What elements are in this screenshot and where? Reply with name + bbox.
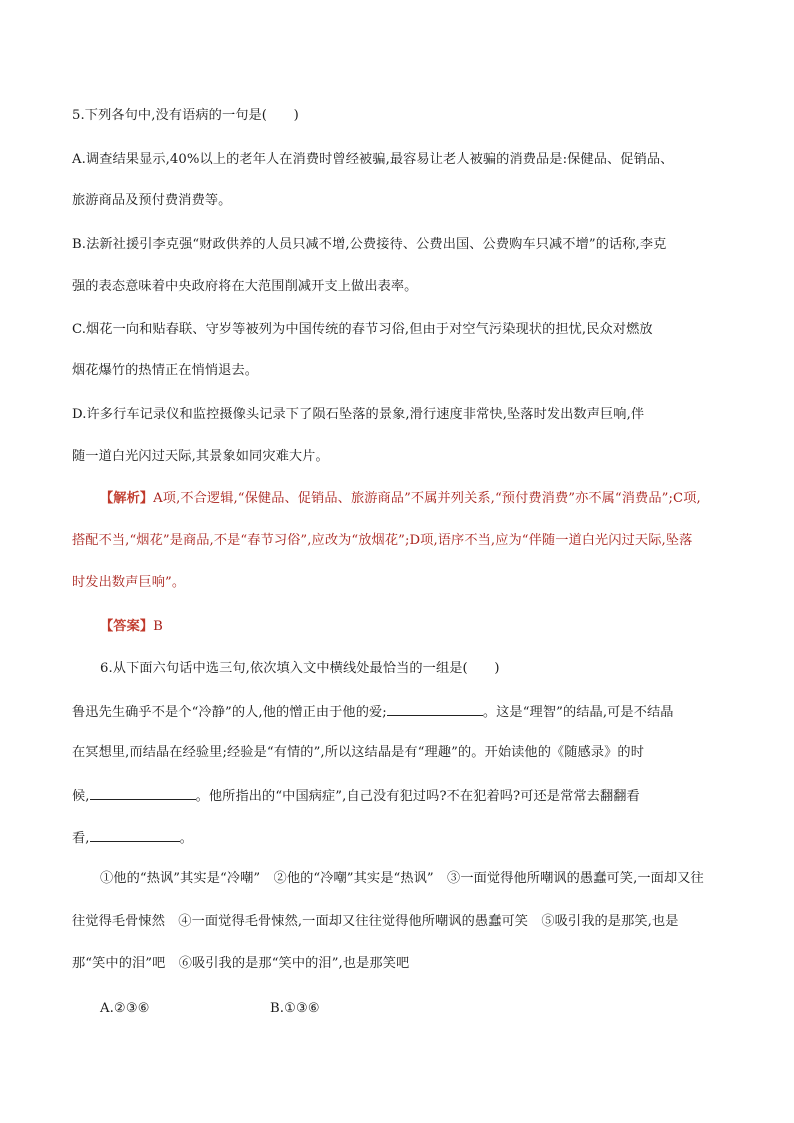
fill-blank-2 bbox=[90, 786, 196, 800]
option-d-line-1: D.许多行车记录仪和监控摄像头记录下了陨石坠落的景象,滑行速度非常快,坠落时发出数声巨响,伴 bbox=[72, 407, 645, 422]
passage-line-4 bbox=[72, 828, 193, 848]
option-c-line-2: 烟花爆竹的热情正在悄悄退去。 bbox=[72, 363, 259, 378]
option-b-line-1: B.法新社援引李克强“财政供养的人员只减不增,公费接待、公费出国、公费购车只减不增”的话称,李克 bbox=[72, 237, 667, 252]
analysis-line-1 bbox=[100, 490, 701, 508]
answer-line bbox=[100, 618, 163, 636]
passage-text-3a: 候, bbox=[72, 789, 90, 804]
sentences-line-3: 那“笑中的泪”吧 ⑥吸引我的是那“笑中的泪”,也是那笑吧 bbox=[72, 956, 410, 971]
option-d-line-2: 随一道白光闪过天际,其景象如同灾难大片。 bbox=[72, 449, 329, 464]
analysis-line-2: 搭配不当,“烟花”是商品,不是“春节习俗”,应改为“放烟花”;D项,语序不当,应为“伴随一道白光闪过天际,坠落 bbox=[72, 533, 693, 548]
analysis-tag: 【解析】 bbox=[100, 491, 154, 506]
analysis-text-1: A项,不合逻辑,“保健品、促销品、旅游商品”不属并列关系,“预付费消费”亦不属“消费品”;C项, bbox=[153, 491, 701, 506]
answer-tag: 【答案】 bbox=[100, 619, 154, 634]
passage-text-4a: 看, bbox=[72, 831, 90, 846]
option-b-line-2: 强的表态意味着中央政府将在大范围削减开支上做出表率。 bbox=[72, 279, 418, 294]
answer-value: B bbox=[153, 619, 163, 634]
passage-text-1b: 。这是“理智”的结晶,可是不结晶 bbox=[482, 705, 674, 720]
passage-text-1a: 鲁迅先生确乎不是个“冷静”的人,他的憎正由于他的爱; bbox=[72, 705, 387, 720]
passage-line-3 bbox=[72, 786, 640, 806]
passage-line-1 bbox=[72, 702, 674, 722]
option-a: A.②③⑥ bbox=[100, 1001, 150, 1016]
option-a-line-1: A.调查结果显示,40%以上的老年人在消费时曾经被骗,最容易让老人被骗的消费品是:保健品、促销品、 bbox=[72, 152, 674, 167]
option-c-line-1: C.烟花一向和贴春联、守岁等被列为中国传统的春节习俗,但由于对空气污染现状的担忧,民众对燃放 bbox=[72, 322, 653, 337]
sentences-line-1: ①他的“热讽”其实是“冷嘲” ②他的“冷嘲”其实是“热讽” ③一面觉得他所嘲讽的愚蠢可笑,一面却又往 bbox=[100, 871, 704, 886]
analysis-line-3: 时发出数声巨响”。 bbox=[72, 575, 186, 590]
question-5-stem: 5.下列各句中,没有语病的一句是( ) bbox=[72, 108, 299, 123]
sentences-line-2: 往觉得毛骨悚然 ④一面觉得毛骨悚然,一面却又往往觉得他所嘲讽的愚蠢可笑 ⑤吸引我的是那笑,也是 bbox=[72, 914, 679, 929]
fill-blank-3 bbox=[90, 828, 180, 842]
passage-line-2: 在冥想里,而结晶在经验里;经验是“有情的”,所以这结晶是有“理趣”的。开始读他的《随感录》的时 bbox=[72, 745, 644, 760]
passage-text-4b: 。 bbox=[179, 831, 193, 846]
passage-text-3b: 。他所指出的“中国病症”,自己没有犯过吗?不在犯着吗?可还是常常去翻翻看 bbox=[195, 789, 640, 804]
fill-blank-1 bbox=[387, 702, 483, 716]
option-b: B.①③⑥ bbox=[270, 1001, 320, 1016]
question-6-stem: 6.从下面六句话中选三句,依次填入文中横线处最恰当的一组是( ) bbox=[100, 661, 500, 676]
option-a-line-2: 旅游商品及预付费消费等。 bbox=[72, 193, 232, 208]
